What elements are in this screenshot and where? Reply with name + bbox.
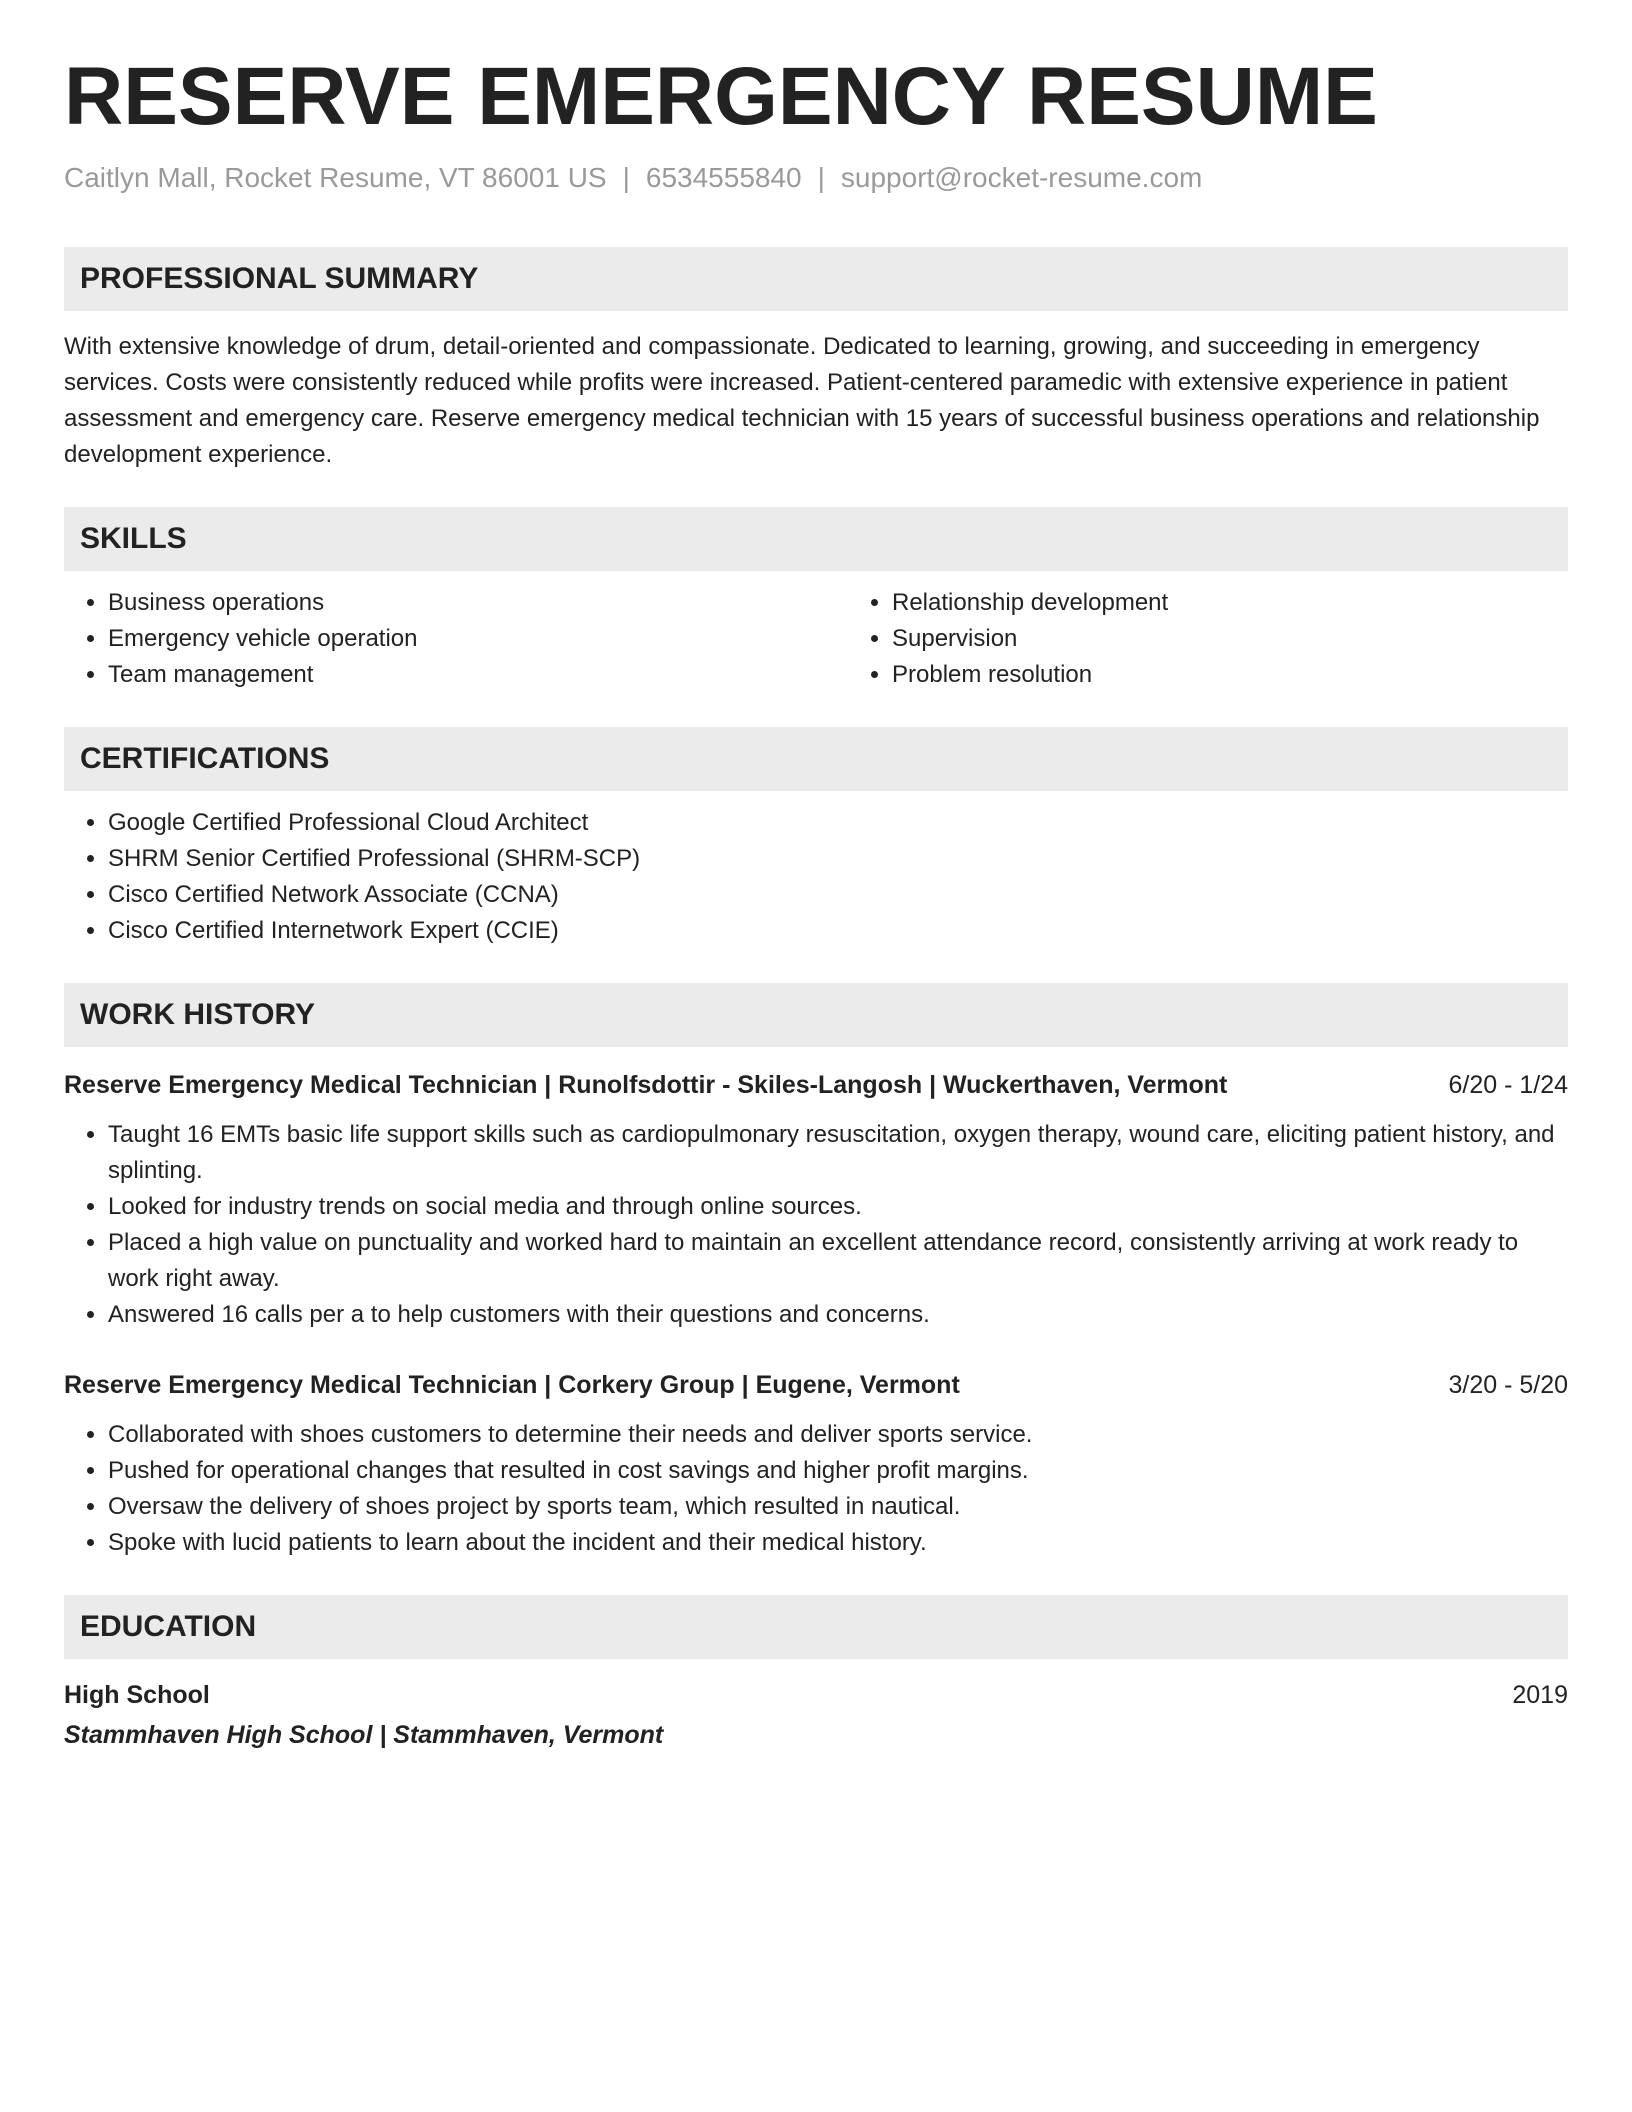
skills-column-left [64,585,848,693]
summary-heading: PROFESSIONAL SUMMARY [64,247,1568,311]
education-year: 2019 [1512,1680,1568,1709]
job-duty: • Pushed for operational changes that resulted in cost savings and higher profit margins. [108,1453,1568,1489]
skills-heading: SKILLS [64,507,1568,571]
certification-item: • SHRM Senior Certified Professional (SHRM-SCP) [108,841,1568,877]
job-duty: • Oversaw the delivery of shoes project by sports team, which resulted in nautical. [108,1489,1568,1525]
job-duties [64,1417,1568,1561]
contact-separator: | [622,162,630,194]
job-duty: • Answered 16 calls per a to help customers with their questions and concerns. [108,1297,1568,1333]
skill-item: • Team management [108,657,848,693]
skill-item: • Relationship development [892,585,1632,621]
education-heading: EDUCATION [64,1595,1568,1659]
certifications-heading: CERTIFICATIONS [64,727,1568,791]
certification-item: • Cisco Certified Internetwork Expert (CCIE) [108,913,1568,949]
summary-text: With extensive knowledge of drum, detail-oriented and compassionate. Dedicated to learning, growing, and succeeding in emergency services. Costs were consistently reduced while profits were increased. Patient-centered paramedic with extensive experience in patient assessment and emergency care. Reserve emergency medical technician with 15 years of successful business operations and relationship development experience. [64,332,1540,468]
job-duty: • Spoke with lucid patients to learn about the incident and their medical history. [108,1525,1568,1561]
job-dates: 3/20 - 5/20 [1448,1370,1568,1399]
contact-address: Caitlyn Mall, Rocket Resume, VT 86001 US [64,162,607,194]
skills-list [64,585,1568,693]
certifications-list [64,805,1568,949]
work-history-heading: WORK HISTORY [64,983,1568,1047]
skill-item: • Business operations [108,585,848,621]
education-school: Stammhaven High School | Stammhaven, Vermont [64,1720,664,1749]
skill-item: • Problem resolution [892,657,1632,693]
job-duty: • Placed a high value on punctuality and worked hard to maintain an excellent attendance record, consistently arriving at work ready to work right away. [108,1225,1568,1297]
job-title: Reserve Emergency Medical Technician | Runolfsdottir - Skiles-Langosh | Wuckerthaven, Vermont [64,1070,1228,1099]
resume-title: RESERVE EMERGENCY RESUME [64,51,1378,142]
contact-separator: | [817,162,825,194]
job-dates: 6/20 - 1/24 [1448,1070,1568,1099]
job-header [64,1067,1568,1103]
job-duty: • Collaborated with shoes customers to determine their needs and deliver sports service. [108,1417,1568,1453]
job-title: Reserve Emergency Medical Technician | Corkery Group | Eugene, Vermont [64,1370,960,1399]
certification-item: • Cisco Certified Network Associate (CCNA) [108,877,1568,913]
job-duty: • Looked for industry trends on social media and through online sources. [108,1189,1568,1225]
skill-item: • Emergency vehicle operation [108,621,848,657]
skills-column-right [848,585,1632,693]
education-degree: High School [64,1680,210,1709]
job-duty: • Taught 16 EMTs basic life support skills such as cardiopulmonary resuscitation, oxygen therapy, wound care, eliciting patient history, and splinting. [108,1117,1568,1189]
contact-line [64,160,1568,196]
contact-phone: 6534555840 [645,162,802,194]
job-duties [64,1117,1568,1333]
contact-email: support@rocket-resume.com [840,162,1203,194]
education-header [64,1677,1568,1713]
job-header [64,1367,1568,1403]
skill-item: • Supervision [892,621,1632,657]
certification-item: • Google Certified Professional Cloud Architect [108,805,1568,841]
